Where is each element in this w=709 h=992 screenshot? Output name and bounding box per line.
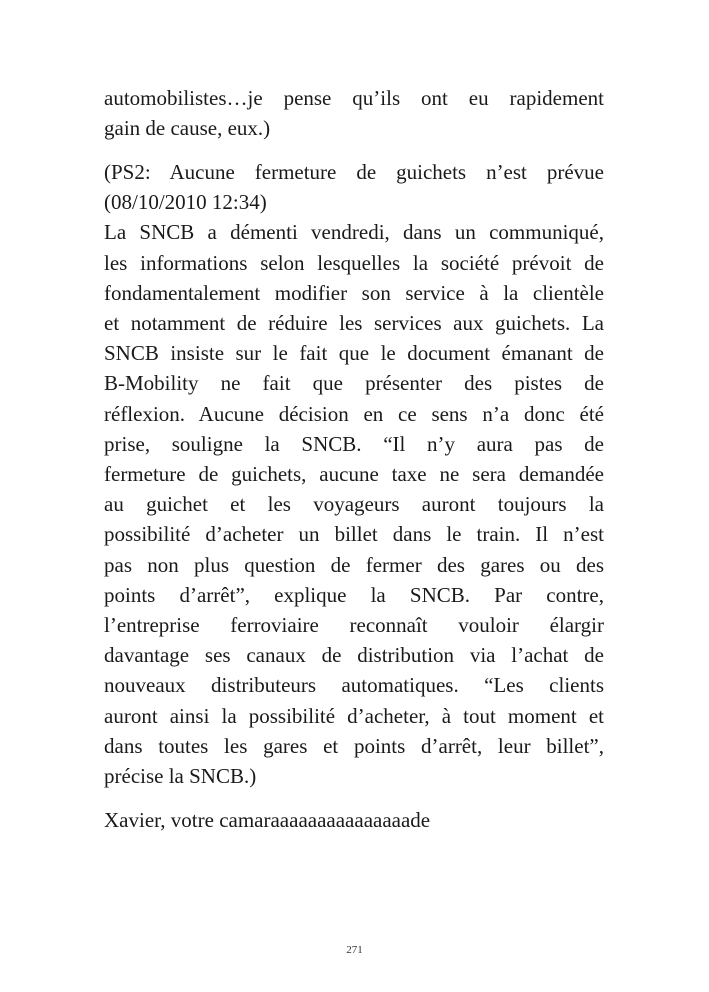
text-line: (08/10/2010 12:34) xyxy=(104,190,267,215)
paragraph-signature xyxy=(104,805,604,835)
text-line: (PS2: Aucune fermeture de guichets n’est prévue xyxy=(104,160,604,184)
text-line: possibilité d’acheter un billet dans le train. Il n’est xyxy=(104,522,604,547)
text-line: au guichet et les voyageurs auront toujours la xyxy=(104,492,604,517)
text-line: et notamment de réduire les services aux guichets. La xyxy=(104,311,604,336)
text-line: dans toutes les gares et points d’arrêt, leur billet”, xyxy=(104,733,604,758)
text-line: automobilistes…je pense qu’ils ont eu rapidement xyxy=(104,86,604,110)
text-line: fermeture de guichets, aucune taxe ne sera demandée xyxy=(104,462,604,487)
text-line: prise, souligne la SNCB. “Il n’y aura pas de xyxy=(104,431,604,456)
text-line: auront ainsi la possibilité d’acheter, à tout moment et xyxy=(104,703,604,728)
text-line: gain de cause, eux.) xyxy=(104,116,271,141)
text-line: fondamentalement modifier son service à la clientèle xyxy=(104,280,604,305)
text-line: davantage ses canaux de distribution via l’achat de xyxy=(104,643,604,668)
text-line: SNCB insiste sur le fait que le document émanant de xyxy=(104,341,604,366)
text-line: Xavier, votre camaraaaaaaaaaaaaaaade xyxy=(104,808,431,832)
text-line: précise la SNCB.) xyxy=(104,764,257,789)
page-number: 271 xyxy=(346,944,363,956)
text-line: points d’arrêt”, explique la SNCB. Par contre, xyxy=(104,582,604,607)
text-line: B-Mobility ne fait que présenter des pistes de xyxy=(104,371,604,396)
paragraph-closing-remark xyxy=(104,83,604,143)
text-line: La SNCB a démenti vendredi, dans un communiqué, xyxy=(104,220,604,245)
text-line: l’entreprise ferroviaire reconnaît vouloir élargir xyxy=(104,613,604,638)
text-line: nouveaux distributeurs automatiques. “Les clients xyxy=(104,673,604,698)
text-line: réflexion. Aucune décision en ce sens n’a donc été xyxy=(104,401,604,426)
text-line: les informations selon lesquelles la société prévoit de xyxy=(104,250,604,275)
paragraph-ps2-sncb-statement xyxy=(104,157,604,791)
text-line: pas non plus question de fermer des gares ou des xyxy=(104,552,604,577)
